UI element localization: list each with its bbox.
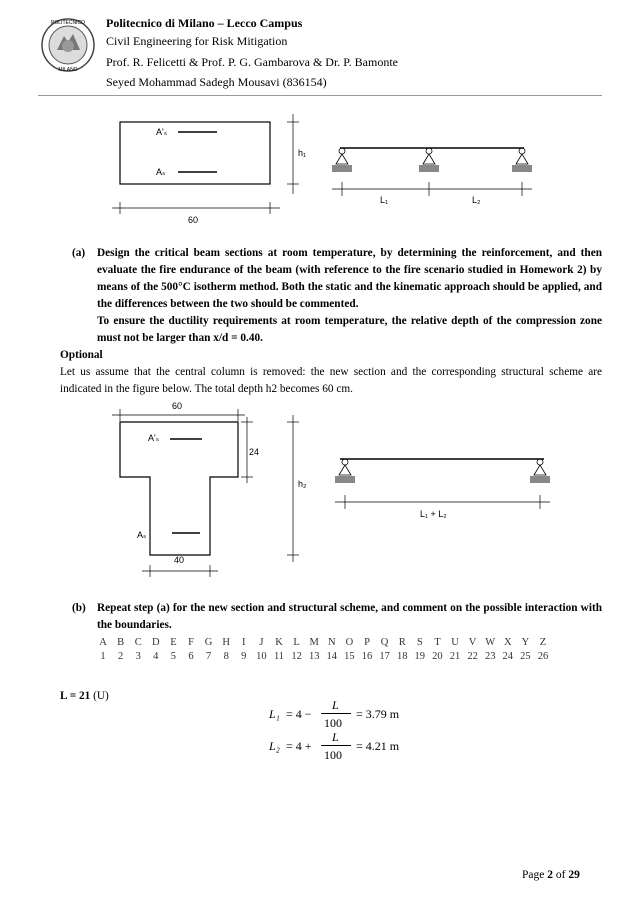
l-value-line	[60, 688, 109, 705]
alphabet-letter: C	[134, 637, 142, 648]
alphabet-letter: P	[364, 637, 370, 648]
fig1-label-L2: L₂	[472, 195, 481, 205]
optional-text: Let us assume that the central column is removed: the new section and the corresponding structural scheme are indicated in the figure below. The total depth h2 becomes 60 cm.	[60, 366, 602, 395]
alphabet-number: 2	[117, 651, 124, 662]
alphabet-number: 26	[537, 651, 549, 662]
alphabet-letter: M	[309, 637, 319, 648]
alphabet-number: 5	[170, 651, 177, 662]
figure-1	[110, 112, 560, 227]
alphabet-number: 23	[484, 651, 496, 662]
alphabet-number: 19	[414, 651, 426, 662]
alphabet-letter: K	[275, 637, 283, 648]
eq2-lhs: L₂	[269, 739, 280, 753]
alphabet-number: 4	[153, 651, 159, 662]
alphabet-letter: H	[222, 637, 230, 648]
alphabet-letter: T	[434, 637, 441, 648]
fig1-label-as-top: A'ₛ	[156, 127, 168, 137]
page-of: of	[552, 869, 569, 881]
alphabet-letter: E	[170, 637, 177, 648]
alphabet-number: 12	[291, 651, 302, 662]
header-campus: Politecnico di Milano – Lecco Campus	[106, 16, 303, 30]
alphabet-number: 15	[344, 651, 355, 662]
alphabet-number: 16	[361, 651, 373, 662]
eq1-lhs: L₁	[269, 707, 280, 721]
fig2-label-as-top: A'ₛ	[148, 433, 160, 443]
alphabet-letter: Y	[521, 637, 530, 648]
alphabet-number: 22	[467, 651, 478, 662]
fig2-label-h2: h₂	[298, 479, 307, 489]
fig2-label-flange: 24	[249, 447, 260, 457]
alphabet-number: 7	[205, 651, 212, 662]
l-value-unit: (U)	[90, 690, 109, 702]
task-a-marker: (a)	[72, 247, 86, 259]
task-a-text-2: To ensure the ductility requirements at room temperature, the relative depth of the compression zone must not be larger than x/d = 0.40.	[97, 315, 602, 344]
page-current: 2	[547, 869, 553, 881]
fig2-label-span: L₁ + L₂	[420, 509, 447, 519]
alphabet-number: 8	[223, 651, 229, 662]
eq2-den: 100	[324, 748, 342, 762]
fig2-label-as: Aₛ	[137, 530, 147, 540]
alphabet-number: 11	[273, 651, 285, 662]
alphabet-letter: D	[152, 637, 160, 648]
alphabet-letter: L	[293, 637, 300, 648]
alphabet-table	[98, 634, 568, 664]
alphabet-number: 18	[396, 651, 408, 662]
alphabet-letter: X	[504, 637, 512, 648]
l-value-bold: L = 21	[60, 690, 91, 702]
eq2-op: = 4 +	[286, 739, 312, 753]
eq1-fraction-bar	[321, 713, 351, 714]
page-prefix: Page	[522, 869, 548, 881]
alphabet-number: 9	[241, 651, 247, 662]
eq2-fraction-bar	[321, 745, 351, 746]
alphabet-letter: Z	[539, 637, 547, 648]
alphabet-letter: G	[204, 637, 213, 648]
figure-2	[110, 397, 560, 582]
university-logo	[40, 12, 96, 78]
alphabet-letter: N	[328, 637, 336, 648]
fig2-label-top-width: 60	[172, 401, 183, 411]
logo-text-top: POLITECNICO	[51, 20, 85, 26]
alphabet-letter: U	[451, 637, 459, 648]
page-number	[522, 869, 580, 881]
alphabet-letter: B	[117, 637, 125, 648]
alphabet-letter: R	[398, 637, 406, 648]
fig2-label-web: 40	[174, 555, 185, 565]
alphabet-number: 13	[308, 651, 320, 662]
optional-title: Optional	[60, 349, 103, 361]
alphabet-number: 6	[188, 651, 194, 662]
header-professors: Prof. R. Felicetti & Prof. P. G. Gambarova & Dr. P. Bamonte	[106, 55, 398, 69]
alphabet-letter: O	[345, 637, 354, 648]
alphabet-number: 10	[256, 651, 267, 662]
alphabet-number: 1	[100, 651, 106, 662]
fig1-label-as: Aₛ	[156, 167, 166, 177]
alphabet-number: 21	[449, 651, 461, 662]
header-course: Civil Engineering for Risk Mitigation	[106, 34, 288, 48]
alphabet-number: 3	[135, 651, 141, 662]
eq1-num: L	[332, 698, 339, 712]
alphabet-letter: Q	[380, 637, 389, 648]
alphabet-letter: J	[259, 637, 264, 648]
logo-text-bottom: MILANO	[58, 67, 78, 73]
alphabet-letter: A	[99, 637, 107, 648]
eq1-op: = 4 −	[286, 707, 312, 721]
alphabet-number: 17	[379, 651, 390, 662]
alphabet-number: 24	[502, 651, 514, 662]
header-divider	[38, 95, 602, 96]
task-a-text: Design the critical beam sections at room temperature, by determining the reinforcement, and then evaluate the fire endurance of the beam (with reference to the fire scenario studied in Homework 2) by means of the 500°C isotherm method. Both the static and the kinematic approach should be applied, and the differences between the two should be commented.	[97, 247, 602, 310]
alphabet-number: 14	[326, 651, 338, 662]
alphabet-letter: S	[416, 637, 423, 648]
alphabet-letter: F	[188, 637, 194, 648]
alphabet-letter: W	[485, 637, 496, 648]
equation-2	[269, 730, 409, 764]
fig1-label-h1: h₁	[298, 148, 307, 158]
fig1-label-width: 60	[188, 215, 199, 225]
alphabet-number: 20	[432, 651, 443, 662]
eq2-num: L	[332, 730, 339, 744]
task-b-text: Repeat step (a) for the new section and structural scheme, and comment on the possible interaction with the boundaries.	[97, 602, 602, 631]
eq2-rhs: = 4.21 m	[356, 739, 400, 753]
alphabet-number: 25	[520, 651, 531, 662]
alphabet-letter: V	[468, 637, 477, 648]
fig1-label-L1: L₁	[380, 195, 389, 205]
eq1-den: 100	[324, 716, 342, 730]
alphabet-letter: I	[242, 637, 246, 648]
task-b-marker: (b)	[72, 602, 86, 614]
header-student: Seyed Mohammad Sadegh Mousavi (836154)	[106, 75, 327, 89]
equation-1	[269, 698, 409, 732]
eq1-rhs: = 3.79 m	[356, 707, 400, 721]
page-total: 29	[568, 869, 580, 881]
